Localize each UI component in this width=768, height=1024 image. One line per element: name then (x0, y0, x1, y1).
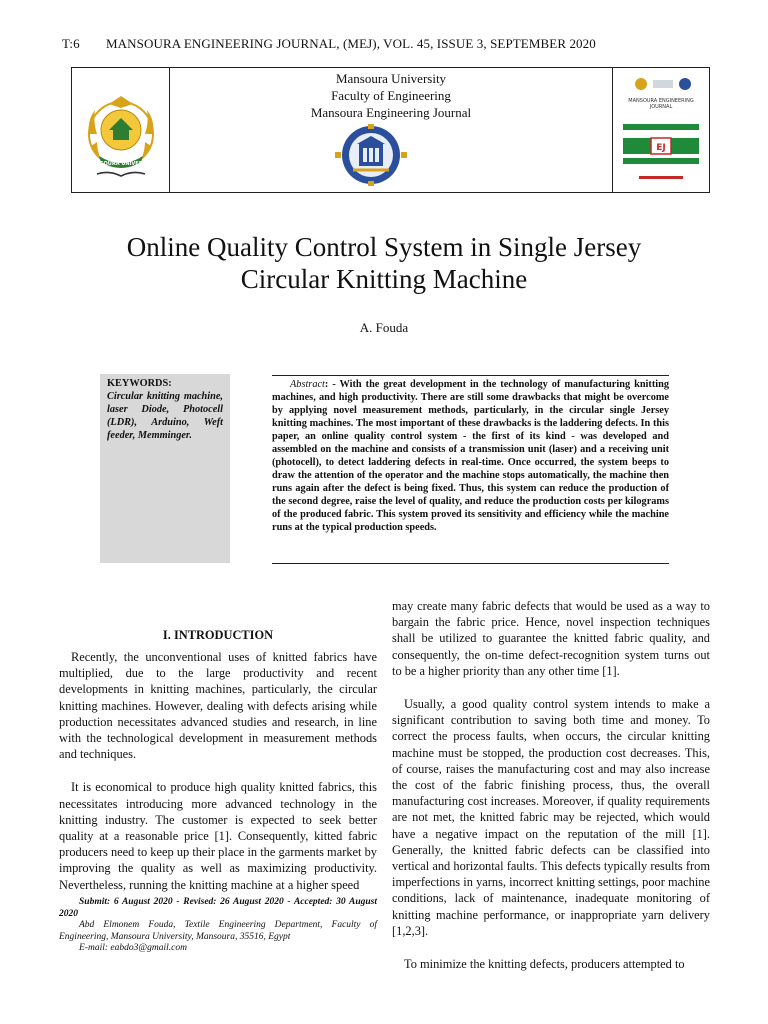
journal-cover-thumbnail (619, 72, 703, 188)
university-name: Mansoura University (335, 71, 447, 86)
header-left-cell (72, 68, 170, 192)
journal-header-box (71, 67, 710, 193)
section-heading-introduction: I. INTRODUCTION (162, 628, 274, 642)
cover-badge-text: EJ (656, 143, 666, 153)
keywords-box (100, 374, 230, 563)
footnote-dates: Submit: 6 August 2020 - Revised: 26 August 2020 - Accepted: 30 August 2020 (59, 897, 377, 919)
body-paragraph: It is economical to produce high quality knitted fabrics, this necessitates introducing more advanced technology in the knitting industry. The customer is expected to seek better quality at a reasonable price [1]. Consequently, kitted fabric producers need to keep up their place in the garments market by improving the quality as well as maximizing productivity. Nevertheless, running the knitting machine at a higher speed (59, 780, 377, 892)
footnote (59, 897, 377, 955)
journal-running-title: MANSOURA ENGINEERING JOURNAL, (MEJ), VOL. 45, ISSUE 3, SEPTEMBER 2020 (106, 36, 596, 51)
footnote-affiliation: Abd Elmonem Fouda, Textile Engineering Department, Faculty of Engineering, Mansoura University, Mansoura, 35516, Egypt (59, 920, 377, 942)
abstract-label: Abstract (290, 379, 325, 390)
body-paragraph: Recently, the unconventional uses of knitted fabrics have multiplied, due to the large productivity and recent developments in knitting machines, particularly, the circular knitting machines. However, dealing with defects arising while production necessitates advanced studies and research, in line with the technological development in measurement methods and techniques. (59, 650, 377, 762)
body-paragraph: To minimize the knitting defects, producers attempted to (404, 957, 685, 972)
body-right-column (392, 598, 710, 989)
abstract-text: : - With the great development in the technology of manufacturing knitting machines, and high productivity. There are still some drawbacks that might be overcome by applying novel measurement methods, particularly, in the circular single Jersey knitting machines. The most important of these drawbacks is the laddering defects. In this paper, an online quality control system - the first of its kind - was developed and assembled on the machine and consists of a transmission unit (laser) and a receiving unit (photocell), to detect laddering defects in real-time. Once occurred, the system beeps to draw the attention of the operator and the machine stops automatically, the machine then runs again after the defect is being fixed. Thus, this system can reduce the production of the second degree, raise the level of quality, and reduce the production costs per kilograms of the produced fabric. This system proved its sensitivity and efficiency while the machine runs at the typical production speeds. (272, 379, 669, 533)
faculty-emblem-logo (329, 124, 413, 186)
body-paragraph: may create many fabric defects that would be used as a way to bargain the fabric price. Hence, novel inspection techniques shall be utilized to guarantee the knitted fabric quality, and consequently, the on-time defect-recognition system turns out to be a higher priority than any other time [1]. (392, 599, 710, 678)
journal-name: Mansoura Engineering Journal (310, 105, 472, 120)
header-institution-block (169, 70, 613, 121)
footnote-email: E-mail: eabdo3@gmail.com (79, 943, 187, 953)
paper-title: Online Quality Control System in Single Jersey Circular Knitting Machine (126, 232, 642, 294)
header-right-cell (612, 68, 709, 192)
seal-banner-text: MANSOURA UNIVERSITY (86, 161, 156, 167)
page-number: T:6 (62, 36, 80, 51)
paper-author: A. Fouda (359, 320, 409, 335)
keywords-list: Circular knitting machine, laser Diode, Photocell (LDR), Arduino, Weft feeder, Memminger. (107, 391, 223, 441)
abstract-bottom-rule (272, 563, 669, 564)
body-paragraph: Usually, a good quality control system intends to make a significant contribution to saving both time and money. To correct the process faults, when occurs, the circular knitting machine must be stopped, the production cost decreases. This, of course, raises the manufacturing cost and may also increase the cost of the fabric finishing process, thus, the overall manufacturing cost increases. Moreover, if quality requirements are not met, the knitted fabric may be rejected, which would have a negative impact on the reputation of the mill [1]. Generally, the knitted fabric defects can be classified into vertical and horizontal faults. This defects typically results from imperfections in yarns, incorrect knitting settings, poor machine conditions, lack of maintenance, inadequate monitoring of knitting machine performance, or inappropriate yarn delivery [1,2,3]. (392, 697, 710, 938)
running-head (62, 36, 702, 52)
cover-caption: MANSOURA ENGINEERING JOURNAL (628, 98, 694, 110)
faculty-name: Faculty of Engineering (331, 88, 451, 103)
abstract-block (272, 375, 669, 534)
university-seal-logo (79, 90, 163, 180)
body-left-column (59, 628, 377, 910)
keywords-label: KEYWORDS: (107, 378, 172, 389)
